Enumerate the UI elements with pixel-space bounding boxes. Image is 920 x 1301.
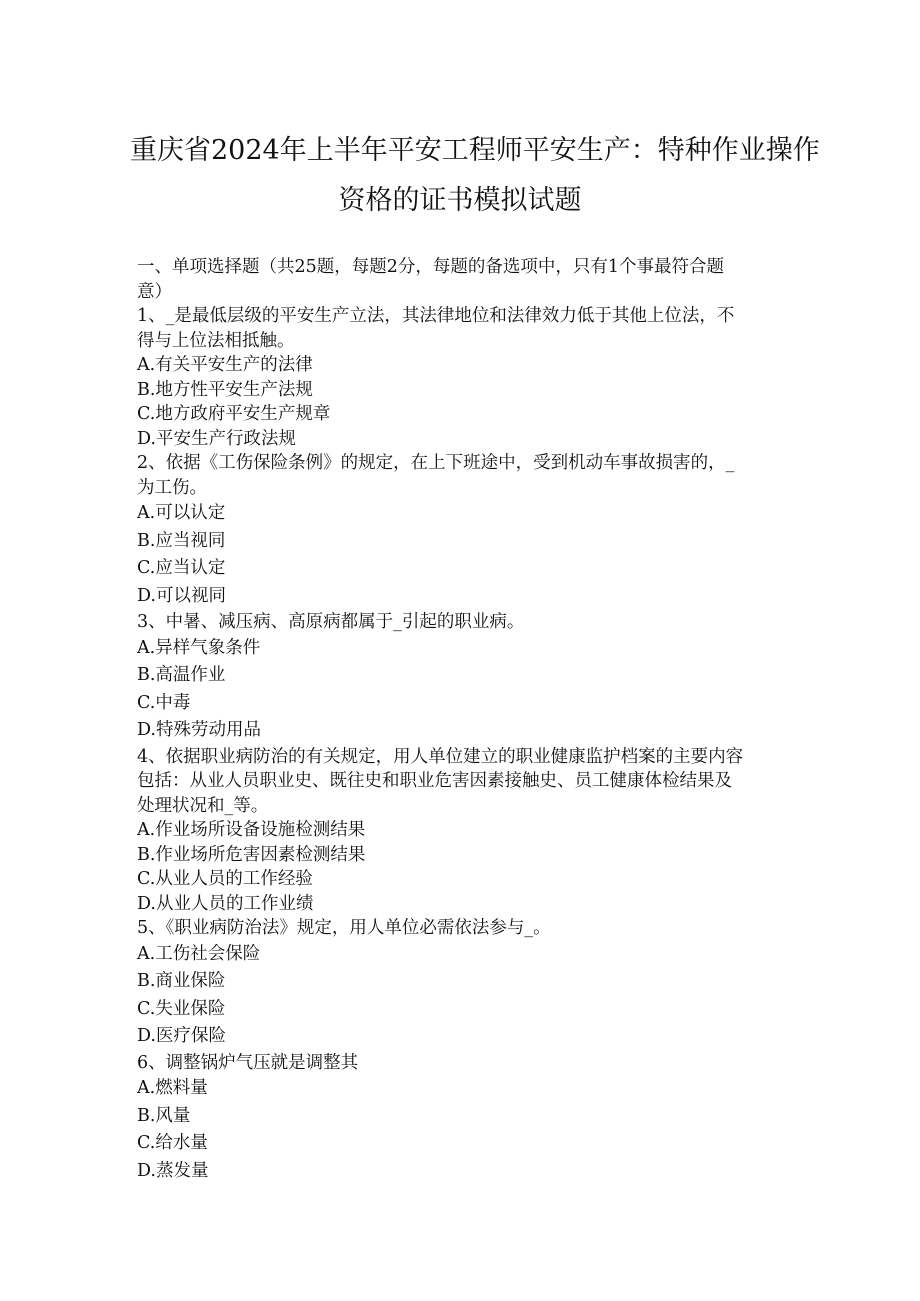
question-5 (137, 916, 787, 1051)
option-a: A.燃料量 (137, 1078, 208, 1098)
option-d: D.可以视同 (137, 585, 226, 606)
question-1 (137, 304, 787, 451)
option-c: C.地方政府平安生产规章 (137, 404, 331, 424)
option-a: A.工伤社会保险 (137, 943, 261, 964)
option-c: C.给水量 (137, 1133, 208, 1153)
question-6 (137, 1051, 787, 1186)
option-b: B.应当视同 (137, 530, 226, 551)
question-stem-line: 包括：从业人员职业史、既往史和职业危害因素接触史、员工健康体检结果及 (137, 771, 732, 791)
option-d: D.特殊劳动用品 (137, 720, 261, 740)
document-title-line-1: 重庆省2024年上半年平安工程师平安生产：特种作业操作 (130, 135, 820, 166)
document-title-line-2: 资格的证书模拟试题 (338, 185, 582, 216)
question-stem-line: 5、《职业病防治法》规定，用人单位必需依法参与_。 (137, 918, 551, 938)
option-b: B.作业场所危害因素检测结果 (137, 844, 366, 865)
document-body (137, 255, 787, 1185)
option-d: D.蒸发量 (137, 1160, 209, 1181)
option-d: D.医疗保险 (137, 1026, 226, 1046)
option-a: A.作业场所设备设施检测结果 (137, 820, 366, 840)
option-b: B.高温作业 (137, 665, 226, 685)
question-stem-line: 为工伤。 (137, 477, 207, 498)
option-c: C.中毒 (137, 692, 191, 713)
question-stem-line: 1、_是最低层级的平安生产立法，其法律地位和法律效力低于其他上位法，不 (137, 306, 735, 326)
option-a: A.可以认定 (137, 503, 226, 523)
question-stem-line: 6、调整锅炉气压就是调整其 (137, 1052, 359, 1073)
option-b: B.商业保险 (137, 971, 226, 991)
question-stem-line: 3、中暑、减压病、高原病都属于_引起的职业病。 (137, 612, 525, 632)
question-stem-line: 2、依据《工伤保险条例》的规定，在上下班途中，受到机动车事故损害的，_ (137, 453, 735, 473)
option-b: B.风量 (137, 1105, 191, 1126)
question-stem-line: 得与上位法相抵触。 (137, 330, 295, 351)
question-2 (137, 451, 787, 610)
question-stem-line: 4、依据职业病防治的有关规定，用人单位建立的职业健康监护档案的主要内容 (137, 746, 744, 767)
question-3 (137, 610, 787, 745)
section-header-line: 意） (137, 281, 172, 302)
option-d: D.从业人员的工作业绩 (137, 893, 314, 914)
option-a: A.异样气象条件 (137, 637, 261, 658)
option-c: C.失业保险 (137, 998, 226, 1019)
question-4 (137, 745, 787, 917)
option-c: C.应当认定 (137, 558, 226, 578)
option-c: C.从业人员的工作经验 (137, 869, 313, 889)
option-d: D.平安生产行政法规 (137, 428, 296, 449)
section-header-line: 一、单项选择题（共25题，每题2分，每题的备选项中，只有1个事最符合题 (137, 257, 725, 277)
question-stem-line: 处理状况和_等。 (137, 795, 269, 816)
option-a: A.有关平安生产的法律 (137, 355, 313, 375)
section-header (137, 255, 787, 304)
option-b: B.地方性平安生产法规 (137, 379, 313, 400)
